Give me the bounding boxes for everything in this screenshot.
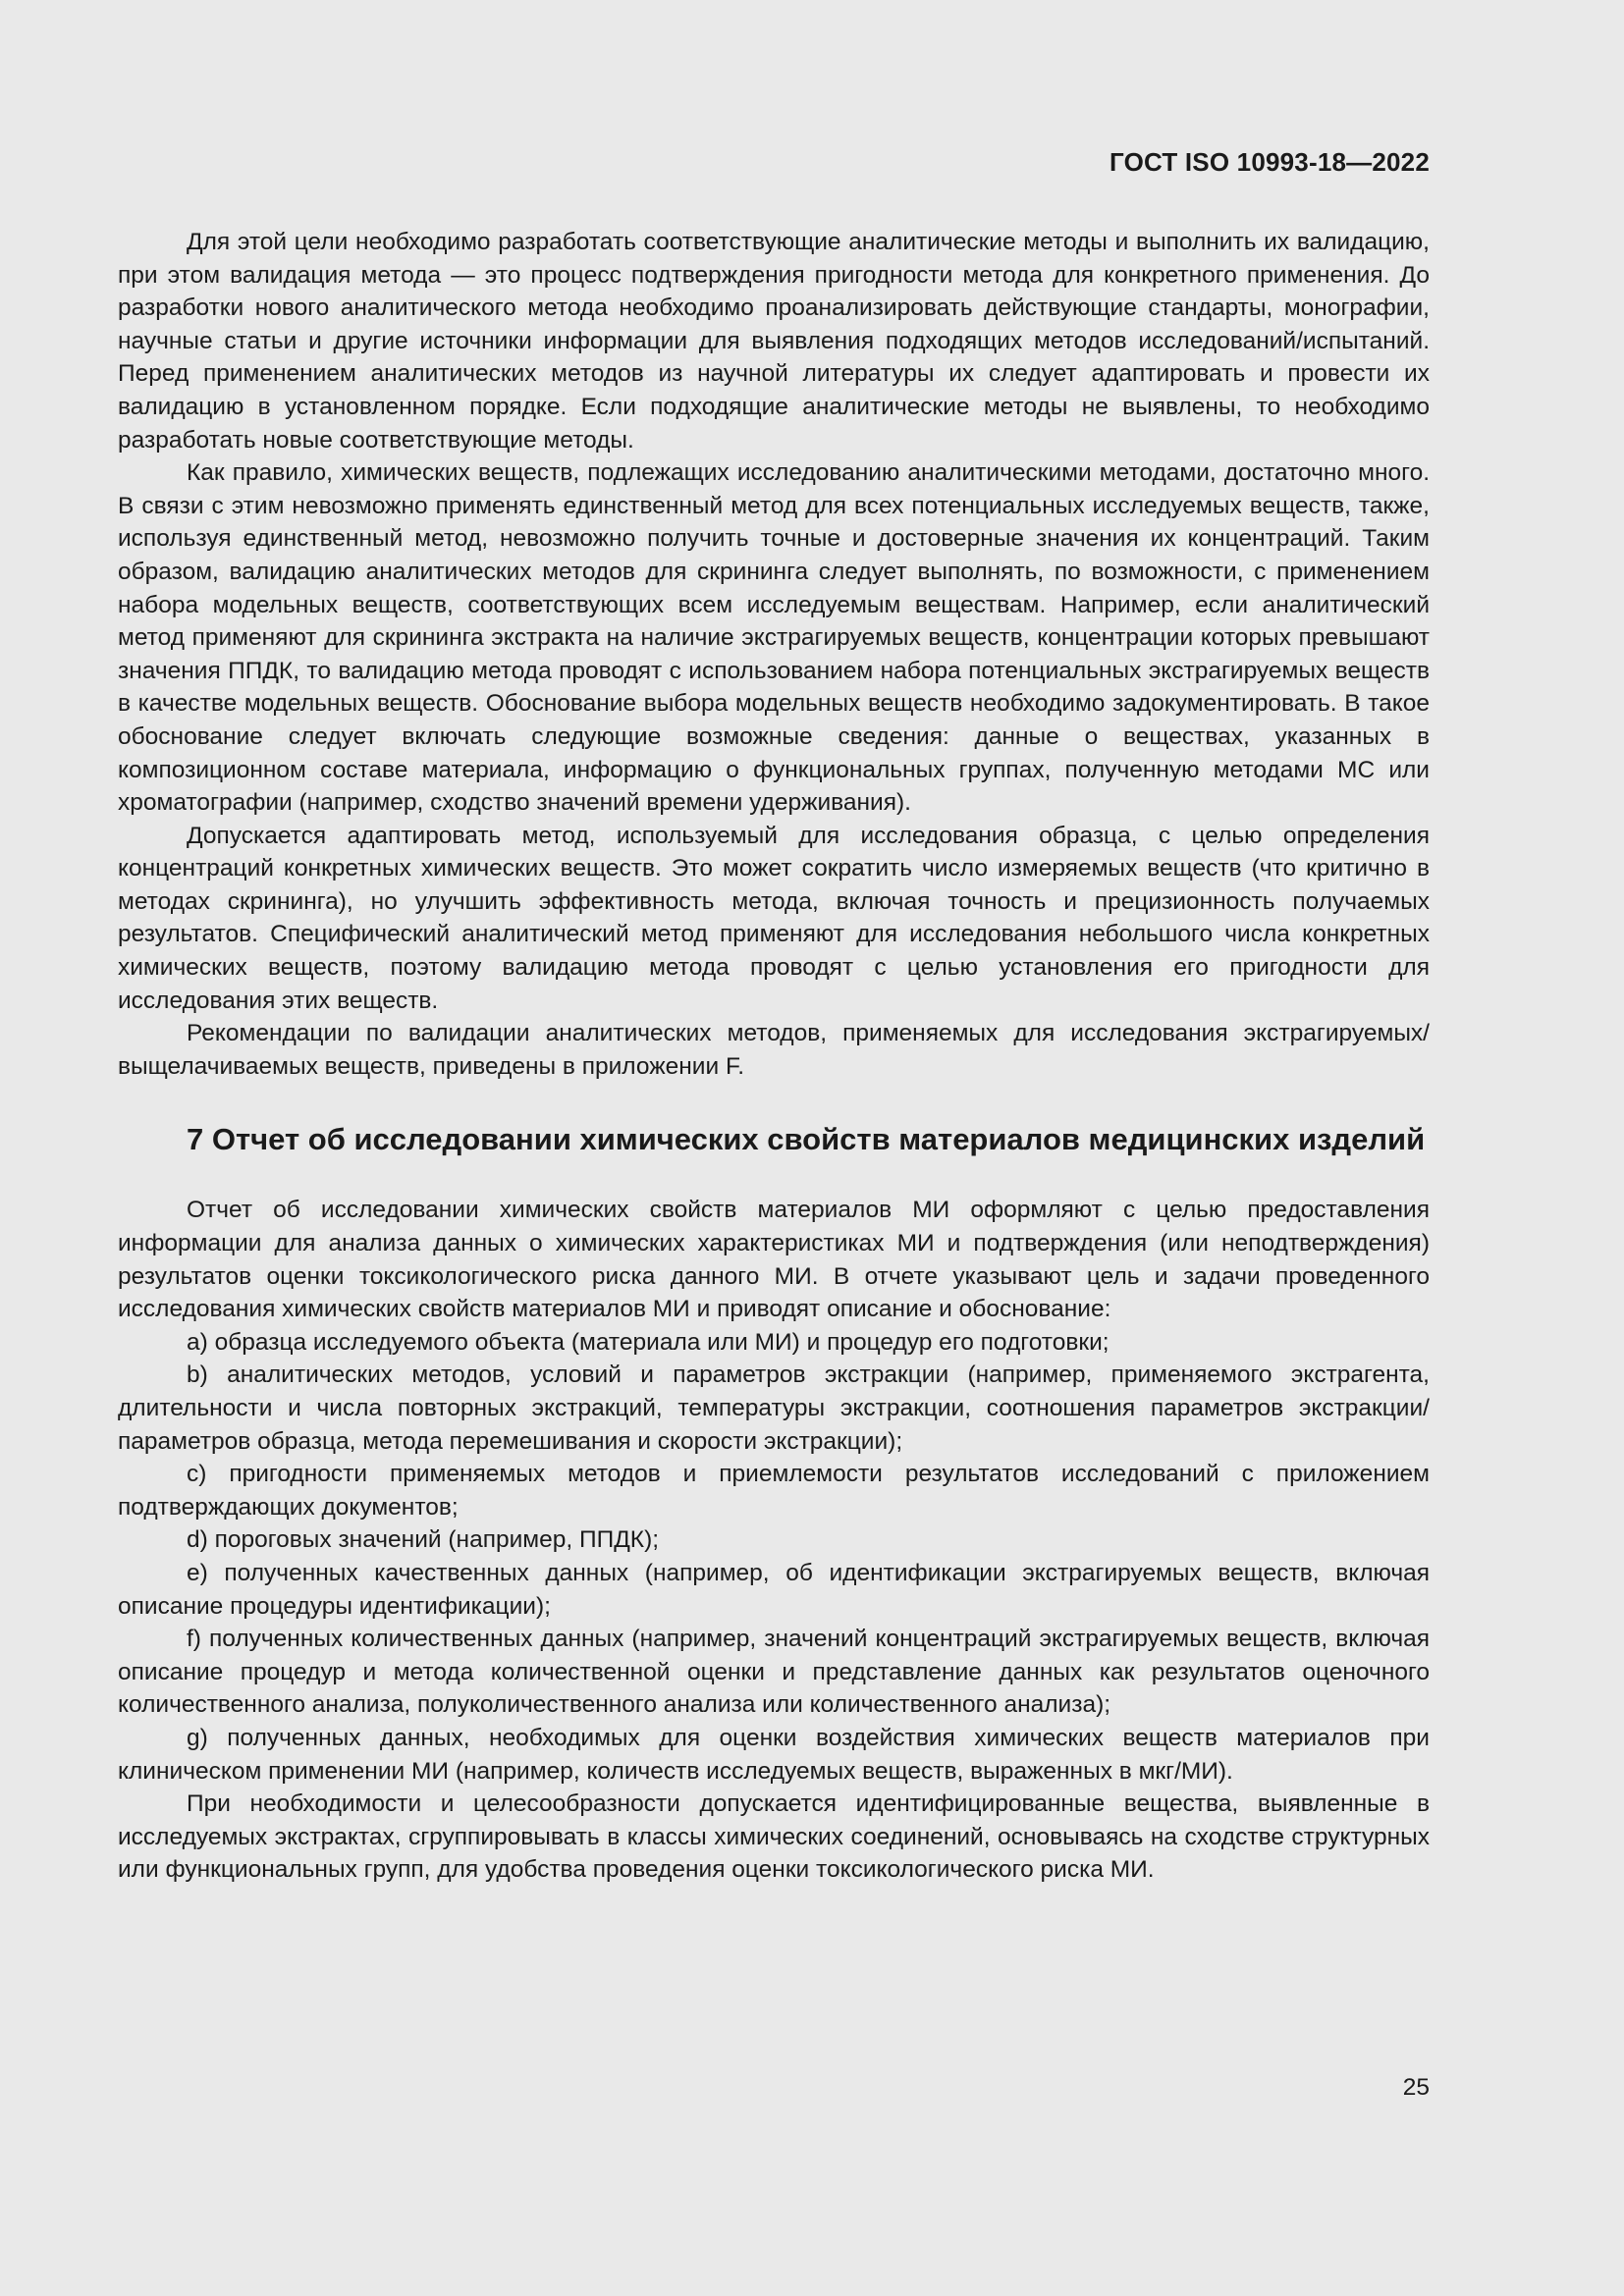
paragraph: Допускается адаптировать метод, используемый для исследования образца, с целью определения концентраций конкретных химических веществ. Это может сократить число измеряемых веществ (что критично в методах скрининга), но улучшить эффективность метода, включая точность и прецизионность получаемых результатов. Специфический аналитический метод применяют для исследования небольшого числа конкретных химических веществ, поэтому валидацию метода проводят с целью установления его пригодности для исследования этих веществ. xyxy=(118,822,1430,1014)
list-item-e: e) полученных качественных данных (например, об идентификации экстрагируемых веществ, включая описание процедуры идентификации); xyxy=(118,1559,1430,1620)
list-item-a: a) образца исследуемого объекта (материала или МИ) и процедур его подготовки; xyxy=(187,1328,1110,1356)
document-header-standard: ГОСТ ISO 10993-18—2022 xyxy=(1110,147,1430,177)
list-item-c: c) пригодности применяемых методов и приемлемости результатов исследований с приложением подтверждающих документов; xyxy=(118,1461,1430,1521)
section-heading: 7 Отчет об исследовании химических свойств материалов медицинских изделий xyxy=(187,1122,1426,1157)
list-item-b: b) аналитических методов, условий и параметров экстракции (например, применяемого экстрагента, длительности и числа повторных экстракций, температуры экстракции, соотношения параметров экстракции/параметров образца, метода перемешивания и скорости экстракции); xyxy=(118,1362,1430,1455)
paragraph: Как правило, химических веществ, подлежащих исследованию аналитическими методами, достаточно много. В связи с этим невозможно применять единственный метод для всех потенциальных исследуемых веществ, также, используя единственный метод, невозможно получить точные и достоверные значения их концентраций. Таким образом, валидацию аналитических методов для скрининга следует выполнять, по возможности, с применением набора модельных веществ, соответствующих всем исследуемым веществам. Например, если аналитический метод применяют для скрининга экстракта на наличие экстрагируемых веществ, концентрации которых превышают значения ППДК, то валидацию метода проводят с использованием набора потенциальных экстрагируемых веществ в качестве модельных веществ. Обоснование выбора модельных веществ необходимо задокументировать. В такое обоснование следует включать следующие возможные сведения: данные о веществах, указанных в композиционном составе материала, информацию о функциональных группах, полученную методами МС или хроматографии (например, сходство значений времени удерживания). xyxy=(118,459,1430,817)
list-item-d: d) пороговых значений (например, ППДК); xyxy=(187,1526,660,1554)
list-item-f: f) полученных количественных данных (например, значений концентраций экстрагируемых веществ, включая описание процедур и метода количественной оценки и представление данных как результатов оценочного количественного анализа, полуколичественного анализа или количественного анализа); xyxy=(118,1626,1430,1719)
list-item-g: g) полученных данных, необходимых для оценки воздействия химических веществ материалов при клиническом применении МИ (например, количеств исследуемых веществ, выраженных в мкг/МИ). xyxy=(118,1724,1430,1785)
paragraph: Для этой цели необходимо разработать соответствующие аналитические методы и выполнить их валидацию, при этом валидация метода — это процесс подтверждения пригодности метода для конкретного применения. До разработки нового аналитического метода необходимо проанализировать действующие стандарты, монографии, научные статьи и другие источники информации для выявления подходящих методов исследований/испытаний. Перед применением аналитических методов из научной литературы их следует адаптировать и провести их валидацию в установленном порядке. Если подходящие аналитические методы не выявлены, то необходимо разработать новые соответствующие методы. xyxy=(118,229,1430,454)
page-number: 25 xyxy=(1402,2074,1430,2101)
closing-paragraph: При необходимости и целесообразности допускается идентифицированные вещества, выявленные в исследуемых экстрактах, сгруппировывать в классы химических соединений, основываясь на сходстве структурных или функциональных групп, для удобства проведения оценки токсикологического риска МИ. xyxy=(118,1790,1430,1884)
paragraph: Рекомендации по валидации аналитических методов, применяемых для исследования экстрагируемых/выщелачиваемых веществ, приведены в приложении F. xyxy=(118,1020,1430,1080)
section-intro-paragraph: Отчет об исследовании химических свойств материалов МИ оформляют с целью предоставления информации для анализа данных о химических характеристиках МИ и подтверждения (или неподтверждения) результатов оценки токсикологического риска данного МИ. В отчете указывают цель и задачи проведенного исследования химических свойств материалов МИ и приводят описание и обоснование: xyxy=(118,1197,1430,1323)
document-body xyxy=(118,226,1430,1887)
